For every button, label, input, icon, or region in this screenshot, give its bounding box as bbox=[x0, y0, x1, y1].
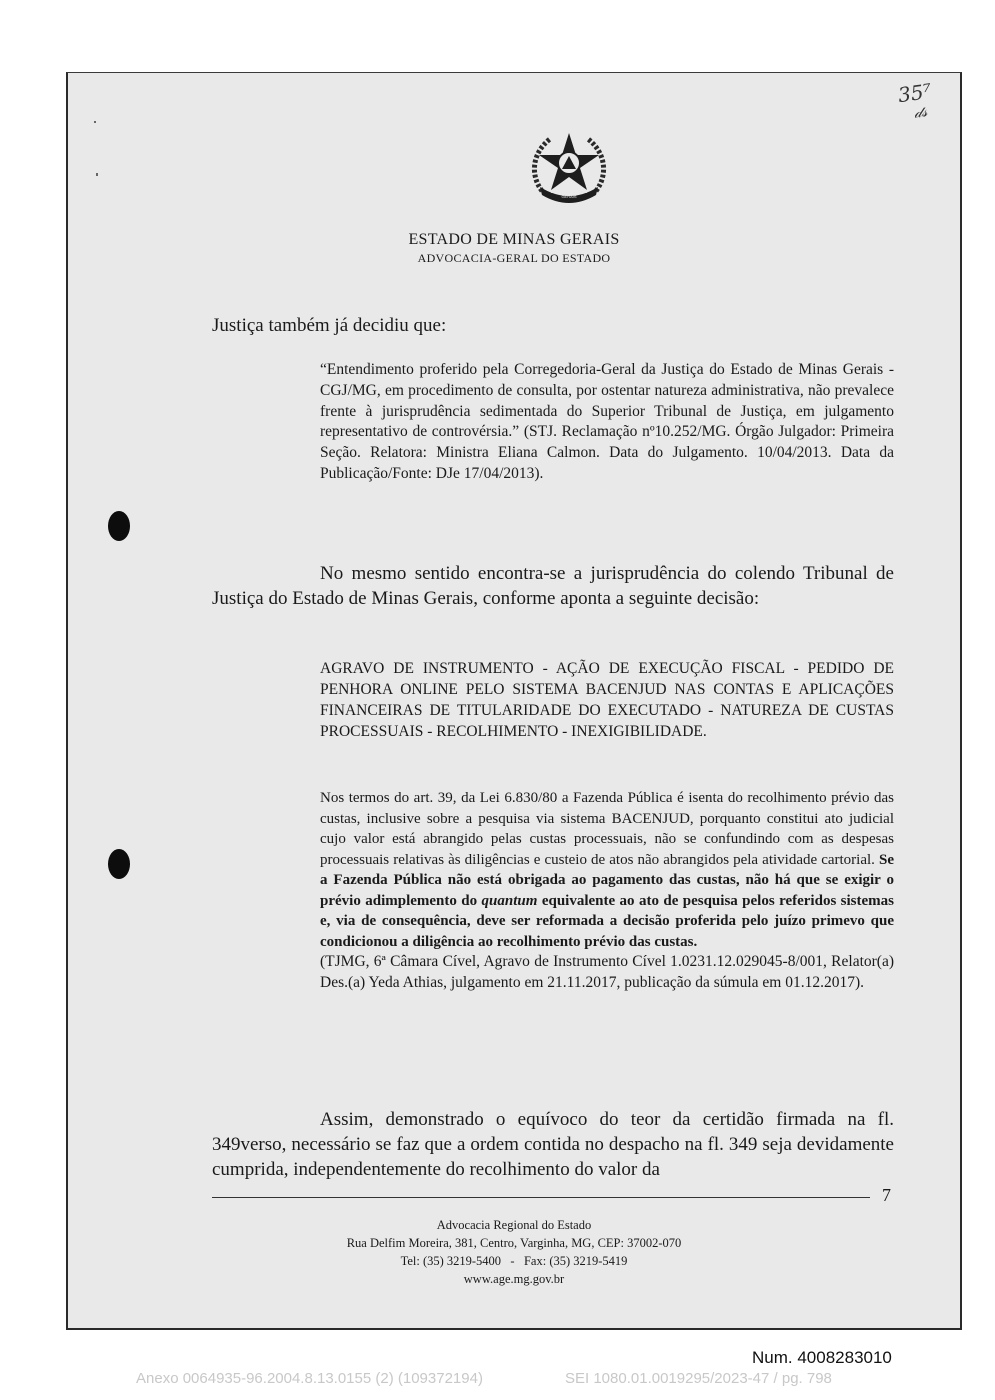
third-paragraph: Assim, demonstrado o equívoco do teor da certidão firmada na fl. 349verso, necessário se faz que a ordem contida no despacho na fl. 349 seja devidamente cumprida, independentemente do recolhimento do valor da bbox=[212, 1109, 894, 1180]
annex-reference: Anexo 0064935-96.2004.8.13.0155 (2) (109372194) bbox=[136, 1370, 483, 1387]
header-agency-name: ADVOCACIA-GERAL DO ESTADO bbox=[417, 251, 611, 265]
handwritten-initials: 𝒹𝓈 bbox=[912, 102, 929, 122]
scan-speck bbox=[96, 173, 98, 176]
punch-hole-top bbox=[108, 511, 130, 541]
footer-rule bbox=[212, 1197, 870, 1198]
scan-speck bbox=[94, 121, 96, 123]
emblem-ribbon-text: ESTADO DE MINAS GERAIS bbox=[550, 189, 588, 199]
intro-paragraph: Justiça também já decidiu que: bbox=[212, 315, 447, 336]
sei-page-reference: SEI 1080.01.0019295/2023-47 / pg. 798 bbox=[565, 1370, 832, 1387]
footer-website: www.age.mg.gov.br bbox=[463, 1272, 565, 1286]
punch-hole-bottom bbox=[108, 849, 130, 879]
footer-office: Advocacia Regional do Estado bbox=[436, 1218, 592, 1232]
ementa-body bbox=[320, 788, 894, 993]
scanned-page bbox=[66, 72, 962, 1330]
ementa-bold-text-a: Se a Fazenda Pública não está obrigada ao pagamento das custas, não há que se exigir o prévio adimplemento do bbox=[320, 851, 895, 909]
handwritten-folio-number: 35⁷ bbox=[896, 78, 933, 108]
tjmg-citation: (TJMG, 6ª Câmara Cível, Agravo de Instrumento Cível 1.0231.12.029045-8/001, Relator(a) Des.(a) Yeda Athias, julgamento em 21.11.2017, publicação da súmula em 01.12.2017). bbox=[320, 953, 894, 991]
footer-address: Rua Delfim Moreira, 381, Centro, Varginha, MG, CEP: 37002-070 bbox=[346, 1236, 682, 1250]
ementa-heading: AGRAVO DE INSTRUMENTO - AÇÃO DE EXECUÇÃO FISCAL - PEDIDO DE PENHORA ONLINE PELO SISTEMA BACENJUD NAS CONTAS E APLICAÇÕES FINANCEIRAS DE TITULARIDADE DO EXECUTADO - NATUREZA DE CUSTAS PROCESSUAIS - RECOLHIMENTO - INEXIGIBILIDADE. bbox=[320, 660, 894, 740]
ementa-plain-text: Nos termos do art. 39, da Lei 6.830/80 a Fazenda Pública é isenta do recolhimento prévio das custas, inclusive sobre a pesquisa via sistema BACENJUD, porquanto constitui ato judicial cujo valor está abrangido pelas custas processuais, não se confundindo com as despesas processuais relativas às diligências e custeio de atos não abrangidos pela atividade cartorial. bbox=[320, 790, 894, 868]
second-paragraph: No mesmo sentido encontra-se a jurisprudência do colendo Tribunal de Justiça do Estado de Minas Gerais, conforme aponta a seguinte decisão: bbox=[212, 563, 894, 609]
page-number: 7 bbox=[882, 1185, 891, 1205]
minas-gerais-coat-of-arms bbox=[524, 125, 614, 207]
header-state-name: ESTADO DE MINAS GERAIS bbox=[408, 231, 620, 248]
stj-quotation: “Entendimento proferido pela Corregedoria-Geral da Justiça do Estado de Minas Gerais - CGJ/MG, em procedimento de consulta, por ostentar natureza administrativa, não prevalece frente à jurisprudência sedimentada do Superior Tribunal de Justiça, em julgamento representativo de controvérsia.” (STJ. Reclamação nº10.252/MG. Órgão Julgador: Primeira Seção. Relatora: Ministra Eliana Calmon. Data do Julgamento. 10/04/2013. Data da Publicação/Fonte: DJe 17/04/2013). bbox=[320, 361, 894, 482]
ementa-bold-italic-term: quantum bbox=[481, 892, 538, 909]
document-number-stamp: Num. 4008283010 bbox=[752, 1348, 892, 1367]
ementa-bold-text-b: equivalente ao ato de pesquisa pelos referidos sistemas e, via de consequência, deve ser reformada a decisão proferida pelo juízo primevo que condicionou a diligência ao recolhimento prévio das custas. bbox=[320, 892, 895, 950]
footer-phones: Tel: (35) 3219-5400 - Fax: (35) 3219-5419 bbox=[400, 1254, 628, 1268]
